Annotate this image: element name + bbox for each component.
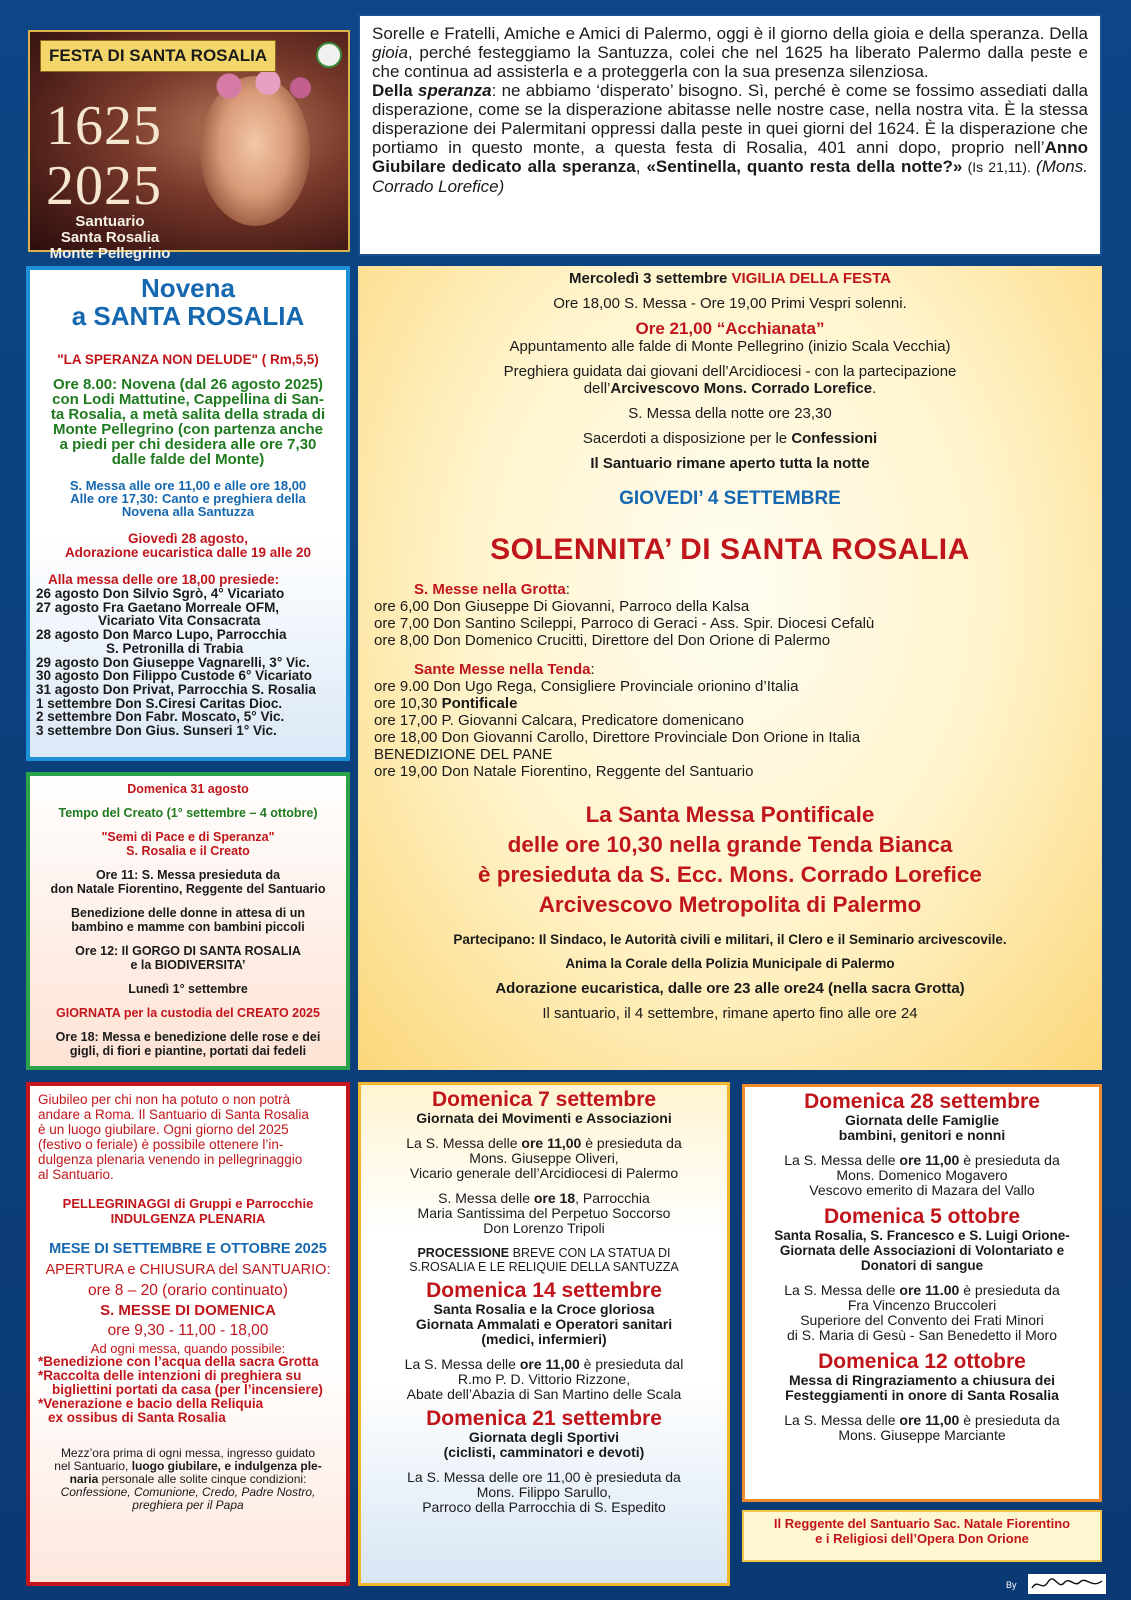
line: Monte Pellegrino (con partenza anche [52,421,324,438]
text: è presieduta da [959,1282,1060,1298]
item: *Benedizione con l’acqua della sacra Grotta [38,1354,319,1369]
creato-tempo: Tempo del Creato (1° settembre – 4 ottobre) [58,806,318,820]
text: è presieduta da [581,1135,682,1151]
line: (festivo o feriale) è possibile ottenere l’in- [38,1137,284,1152]
vigilia-heading [374,270,1086,287]
line: e la BIODIVERSITA’ [130,958,246,972]
presiede-title: Alla messa delle ore 18,00 presiede: [48,572,280,587]
presiede-item: 28 agosto Don Marco Lupo, Parrocchia [36,627,287,643]
line: Giornata delle Associazioni di Volontariato e [779,1243,1065,1258]
text: ore 10,30 [374,695,442,712]
tenda-item: ore 17,00 P. Giovanni Calcara, Predicatore domenicano [374,712,744,729]
line [753,1153,1091,1168]
line: La S. Messa delle ore 11,00 è presieduta da [407,1469,681,1485]
appuntamento-line: Appuntamento alle falde di Monte Pellegrino (inizio Scala Vecchia) [509,338,951,355]
text: , [635,157,647,176]
presiede-item: 27 agosto Fra Gaetano Morreale OFM, [36,599,280,615]
grotta-title [374,581,1086,598]
line: Giornata Ammalati e Operatori sanitari [415,1316,673,1332]
text: ore 18 [533,1190,576,1206]
text: ore 11,00 [899,1412,960,1428]
d7-processione [369,1246,719,1274]
tenda-title [374,661,1086,678]
text: gioia [372,43,408,62]
grotta-item: ore 8,00 Don Domenico Crucitti, Direttore del Don Orione di Palermo [374,632,831,649]
line: Benedizione delle donne in attesa di un [70,906,306,920]
line: preghiera per il Papa [132,1498,244,1512]
novena-adorazione [36,532,340,560]
line: Maria Santissima del Perpetuo Soccorso [417,1205,671,1221]
text: è presieduta da [959,1152,1060,1168]
line [369,1246,719,1260]
author-signature-mark [1028,1574,1106,1594]
line: "Semi di Pace e di Speranza" [101,830,275,844]
text: luogo giubilare, e indulgenza ple- [131,1459,322,1473]
line: Mons. Giuseppe Oliveri, [469,1150,619,1166]
line: Festeggiamenti in onore di Santa Rosalia [785,1387,1059,1403]
line: S. Messa alle ore 11,00 e alle ore 18,00 [69,478,307,493]
line: (ciclisti, camminatori e devoti) [443,1444,645,1460]
presiede-item: 29 agosto Don Giuseppe Vagnarelli, 3° Vic. [36,654,310,670]
text: : [565,581,570,598]
text: Sante Messe nella Tenda [414,661,591,678]
text: speranza [417,81,492,100]
creato-lunedi: Lunedì 1° settembre [128,982,248,996]
aperto-line: Il Santuario rimane aperto tutta la notte [590,455,870,472]
item: bigliettini portati da casa (per l’incensiere) [52,1382,323,1397]
message-paragraph-1 [372,24,1088,81]
text: BREVE CON LA STATUA DI [509,1246,671,1260]
messe-orari: ore 9,30 - 11,00 - 18,00 [107,1322,269,1339]
creato-ore11 [36,868,340,896]
line: Vescovo emerito di Mazara del Vallo [809,1182,1035,1198]
line: e i Religiosi dell’Opera Don Orione [815,1531,1029,1546]
text: La S. Messa delle [784,1152,900,1168]
line: Parroco della Parrocchia di S. Espedito [422,1499,666,1515]
partecipano-line: Partecipano: Il Sindaco, le Autorità civili e militari, il Clero e il Seminario arcivescovile. [453,932,1007,947]
novena-panel [26,266,350,761]
line: Ore 18: Messa e benedizione delle rose e dei [55,1030,321,1044]
santuario-line: Il santuario, il 4 settembre, rimane aperto fino alle ore 24 [542,1005,918,1022]
tenda-item [374,695,1086,712]
d21-title: Domenica 21 settembre [426,1407,662,1430]
text: VIGILIA DELLA FESTA [731,270,891,287]
presiede-item: 30 agosto Don Filippo Custode 6° Vicariato [36,668,312,684]
line: Confessione, Comunione, Credo, Padre Nostro, [60,1485,316,1499]
text: dell’ [583,380,611,397]
line: Il Reggente del Santuario Sac. Natale Fiorentino [773,1516,1071,1531]
d12-title: Domenica 12 ottobre [818,1350,1026,1373]
mezzora-block [38,1447,338,1512]
solennita-heading: SOLENNITA’ DI SANTA ROSALIA [490,533,970,566]
text: ore 11.00 [899,1282,960,1298]
text: ore 11,00 [519,1356,580,1372]
line: dalle falde del Monte) [111,451,265,468]
pellegrinaggi-block [38,1196,338,1226]
presiede-item: 2 settembre Don Fabr. Moscato, 5° Vic. [36,709,285,725]
line: gigli, di fiori e piantine, portati dai fedeli [69,1044,307,1058]
line: Arcivescovo Metropolita di Palermo [538,892,922,917]
line: Giovedì 28 agosto, [127,531,249,546]
grotta-list [374,598,1086,649]
line: Ore 11: S. Messa presieduta da [95,868,281,882]
message-author: (Mons. Corrado Lorefice) [372,157,1088,196]
line: S.ROSALIA E LE RELIQUIE DELLA SANTUZZA [409,1260,679,1274]
text: è presieduta da [959,1412,1060,1428]
line [369,1191,719,1206]
preghiera-line-2 [374,380,1086,397]
line: Adorazione eucaristica dalle 19 alle 20 [64,545,312,560]
line: Giornata delle Famiglie [844,1112,1000,1128]
giubileo-intro [38,1092,338,1182]
presiede-list [36,587,340,738]
line: Santa Rosalia, S. Francesco e S. Luigi Orione- [774,1228,1070,1243]
line: La Santa Messa Pontificale [585,802,875,827]
text: Mercoledì 3 settembre [568,270,732,287]
line: con Lodi Mattutine, Cappellina di San- [52,391,324,408]
line: è presieduta da S. Ecc. Mons. Corrado Lorefice [478,862,982,887]
line: Novena alla Santuzza [121,504,255,519]
creato-ore12 [36,944,340,972]
d12-messa [753,1413,1091,1443]
presiede-item: 1 settembre Don S.Ciresi Caritas Dioc. [36,695,283,711]
corale-line: Anima la Corale della Polizia Municipale di Palermo [565,956,895,971]
line: al Santuario. [38,1167,114,1182]
notte-line: S. Messa della notte ore 23,30 [628,405,832,422]
text: (Is 21,11). [962,159,1037,175]
creato-benedizione [36,906,340,934]
acchianata-title: Ore 21,00 “Acchianata” [635,319,825,338]
d21-messa [369,1470,719,1515]
d7-title: Domenica 7 settembre [431,1088,657,1111]
line: S. Rosalia e il Creato [126,844,250,858]
line [369,1136,719,1151]
presiede-item: 31 agosto Don Privat, Parrocchia S. Rosalia [36,681,316,697]
sanctuary-name [40,214,180,262]
line: Messa di Ringraziamento a chiusura dei [788,1372,1056,1388]
line: ta Rosalia, a metà salita della strada di [50,406,326,423]
novena-motto: "LA SPERANZA NON DELUDE" ( Rm,5,5) [57,352,319,367]
d28-title: Domenica 28 settembre [804,1090,1040,1113]
flower-crown [190,68,320,104]
creato-giornata: GIORNATA per la custodia del CREATO 2025 [56,1006,320,1020]
line: Mons. Giuseppe Marciante [838,1427,1006,1443]
novena-schedule [36,377,340,467]
line: PELLEGRINAGGI di Gruppi e Parrocchie [62,1196,314,1211]
line: è un luogo giubilare. Ogni giorno del 2025 [38,1122,289,1137]
text: La S. Messa delle [784,1282,900,1298]
text: Anno Giubilare dedicato alla speranza [372,138,1088,176]
domeniche-settembre-panel [358,1082,730,1586]
item: ex ossibus di Santa Rosalia [48,1410,226,1425]
d5-title: Domenica 5 ottobre [823,1205,1021,1228]
line: delle ore 10,30 nella grande Tenda Bianca [507,832,953,857]
text: La S. Messa delle [404,1356,520,1372]
d14-messa [369,1357,719,1402]
text: Sorelle e Fratelli, Amiche e Amici di Palermo, oggi è il giorno della gioia e della speranza. Della [372,24,1088,43]
tenda-item: ore 9.00 Don Ugo Rega, Consigliere Provinciale orionino d’Italia [374,678,799,695]
text: naria [69,1472,99,1486]
d7-messa [369,1136,719,1181]
tenda-list [374,678,1086,780]
creato-semi [36,830,340,858]
text: personale alle solite cinque condizioni: [98,1472,307,1486]
line: Ore 8.00: Novena (dal 26 agosto 2025) [52,376,324,393]
creato-ore18 [36,1030,340,1058]
line: (medici, infermieri) [481,1331,607,1347]
d7-messa-18 [369,1191,719,1236]
line: Mezz’ora prima di ogni messa, ingresso guidato [60,1446,316,1460]
novena-title: Novena [141,273,235,303]
d28-sub [753,1113,1091,1143]
text: ore 11,00 [521,1135,582,1151]
ogni-messa-line: Ad ogni messa, quando possibile: [90,1341,286,1356]
line: andare a Roma. Il Santuario di Santa Rosalia [38,1107,309,1122]
d5-sub [753,1228,1091,1273]
vespri-line: Ore 18,00 S. Messa - Ore 19,00 Primi Vespri solenni. [553,295,907,312]
line: bambini, genitori e nonni [838,1127,1006,1143]
line: Don Lorenzo Tripoli [483,1220,605,1236]
line [753,1283,1091,1298]
message-paragraph-2 [372,81,1088,196]
text: : ne abbiamo ‘disperato’ bisogno. Sì, perché è come se fossimo assediati dalla disperazione, come se la disperazione abitasse nelle nostre case, nella nostra vita. È la stessa disperazione dei Palermitani oppressi dalla peste in quei giorni del 1624. È la disperazione che portiamo in questo monte, a questa festa di Rosalia, 401 anni dopo, proprio nell’ [372,81,1088,157]
year-1625: 1625 [46,95,162,157]
sub-line: Monte Pellegrino [49,245,171,262]
line: Alle ore 17,30: Canto e preghiera della [70,491,306,506]
messe-heading: S. MESSE DI DOMENICA [100,1302,276,1319]
apertura-line: APERTURA e CHIUSURA del SANTUARIO: [45,1262,331,1278]
mese-heading: MESE DI SETTEMBRE E OTTOBRE 2025 [49,1241,327,1257]
text: : [590,661,595,678]
d21-sub [369,1430,719,1460]
text: Della [372,81,418,100]
line: Abate dell’Abazia di San Martino delle Scala [406,1386,682,1402]
line: Giornata degli Sportivi [468,1429,620,1445]
year-2025: 2025 [46,155,162,217]
text: è presieduta dal [579,1356,684,1372]
tenda-item: ore 19,00 Don Natale Fiorentino, Reggente del Santuario [374,763,754,780]
text: La S. Messa delle [784,1412,900,1428]
text: S. Messe nella Grotta [414,581,566,598]
novena-messe [36,479,340,518]
line: Vicario generale dell’Arcidiocesi di Palermo [409,1165,679,1181]
text: , perché festeggiamo la Santuzza, colei che nel 1625 ha liberato Palermo dalla peste e che continua ad assisterla e a proteggerla con la sua presenza silenziosa. [372,43,1088,81]
creato-panel [26,772,350,1070]
text: . [872,380,877,397]
preghiera-line: Preghiera guidata dai giovani dell’Arcidiocesi - con la partecipazione [503,363,957,380]
giubileo-panel [26,1082,350,1586]
solennita-panel [358,266,1102,1070]
d5-messa [753,1283,1091,1343]
text: nel Santuario, [54,1459,132,1473]
signature-box [742,1510,1102,1562]
d28-messa [753,1153,1091,1198]
grotta-item: ore 7,00 Don Santino Scileppi, Parroco di Geraci - Ass. Spir. Diocesi Cefalù [374,615,875,632]
text: Confessioni [791,430,878,447]
line: Fra Vincenzo Bruccoleri [847,1297,997,1313]
presiede-item: 3 settembre Don Gius. Sunseri 1° Vic. [36,723,277,739]
text: Sacerdoti a disposizione per le [582,430,792,447]
text: Pontificale [441,695,518,712]
text: La S. Messa delle [406,1135,522,1151]
creato-date: Domenica 31 agosto [127,782,249,796]
d7-sub: Giornata dei Movimenti e Associazioni [416,1110,672,1126]
line: R.mo P. D. Vittorio Rizzone, [457,1371,631,1387]
item: *Venerazione e bacio della Reliquia [38,1396,264,1411]
d12-sub [753,1373,1091,1403]
line: Ore 12: Il GORGO DI SANTA ROSALIA [75,944,301,958]
tenda-item: ore 18,00 Don Giovanni Carollo, Direttore Provinciale Don Orione in Italia [374,729,861,746]
sub-line: Santuario [75,213,145,230]
text: S. Messa delle [438,1190,534,1206]
line: Santa Rosalia e la Croce gloriosa [433,1301,655,1317]
line: dulgenza plenaria venendo in pellegrinaggio [38,1152,303,1167]
tenda-item: BENEDIZIONE DEL PANE [374,746,553,763]
emblem-icon [316,42,342,68]
orario-line: ore 8 – 20 (orario continuato) [88,1282,288,1299]
by-label: By [1006,1580,1017,1590]
line [369,1357,719,1372]
line [753,1413,1091,1428]
line: di S. Maria di Gesù - San Benedetto il Moro [786,1327,1058,1343]
text: PROCESSIONE [417,1246,510,1260]
header-image [28,30,350,262]
line: a piedi per chi desidera alle ore 7,30 [59,436,317,453]
line: bambino e mamme con bambini piccoli [71,920,305,934]
confessioni-line [374,430,1086,447]
line: Mons. Filippo Sarullo, [476,1484,612,1500]
text: , Parrocchia [575,1190,650,1206]
presiede-item: Vicariato Vita Consacrata [98,613,261,629]
pontificale-block [374,800,1086,920]
line: Donatori di sangue [860,1258,984,1273]
text: «Sentinella, quanto resta della notte?» [646,157,963,176]
item: *Raccolta delle intenzioni di preghiera su [38,1368,302,1383]
archbishop-message [358,14,1102,256]
grotta-item: ore 6,00 Don Giuseppe Di Giovanni, Parroco della Kalsa [374,598,750,615]
line: Superiore del Convento dei Frati Minori [800,1312,1044,1328]
presiede-item: S. Petronilla di Trabia [106,640,244,656]
presiede-item: 26 agosto Don Silvio Sgrò, 4° Vicariato [36,586,285,601]
adorazione-line: Adorazione eucaristica, dalle ore 23 alle ore24 (nella sacra Grotta) [495,980,965,997]
line: Mons. Domenico Mogavero [836,1167,1008,1183]
text: ore 11,00 [899,1152,960,1168]
novena-subtitle: a SANTA ROSALIA [71,301,305,331]
festa-label: FESTA DI SANTA ROSALIA [40,40,276,72]
giovedi-heading: GIOVEDI’ 4 SETTEMBRE [619,488,841,509]
signature [750,1516,1094,1546]
line: Giubileo per chi non ha potuto o non potrà [38,1092,291,1107]
sub-line: Santa Rosalia [60,229,160,246]
ogni-messa-list [38,1355,338,1425]
d14-title: Domenica 14 settembre [426,1279,662,1302]
line: INDULGENZA PLENARIA [110,1211,266,1226]
line: don Natale Fiorentino, Reggente del Santuario [50,882,326,896]
domeniche-ottobre-panel [742,1084,1102,1502]
signature-scribble-icon [1028,1574,1106,1594]
d14-sub [369,1302,719,1347]
text: Arcivescovo Mons. Corrado Lorefice [610,380,873,397]
